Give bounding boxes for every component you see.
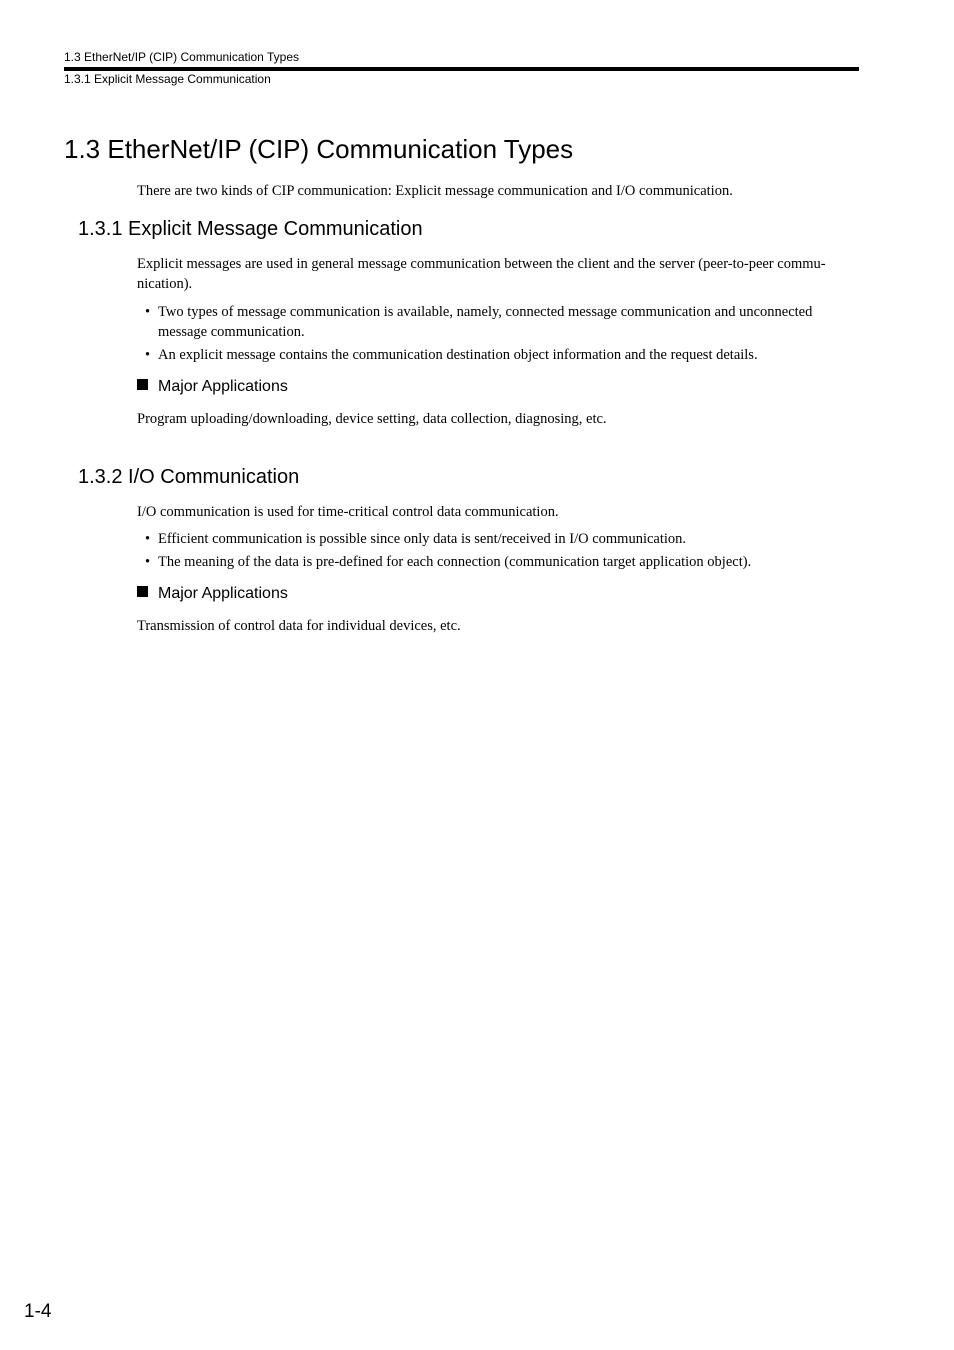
header-rule bbox=[64, 67, 859, 71]
explicit-bullet-list bbox=[137, 302, 859, 368]
bullet-icon: • bbox=[145, 554, 151, 570]
running-head bbox=[64, 50, 859, 87]
explicit-apps-heading bbox=[137, 377, 288, 397]
subsection-title-explicit: 1.3.1 Explicit Message Communication bbox=[78, 218, 423, 240]
page-number: 1-4 bbox=[24, 1301, 52, 1322]
list-item bbox=[137, 529, 859, 549]
list-item bbox=[137, 302, 859, 342]
io-apps-heading-text: Major Applications bbox=[158, 585, 288, 602]
square-bullet-icon bbox=[137, 586, 148, 597]
io-apps-text: Transmission of control data for individual devices, etc. bbox=[137, 618, 461, 634]
explicit-apps-heading-text: Major Applications bbox=[158, 378, 288, 395]
list-item-text: Two types of message communication is available, namely, connected message communication and unconnected message communication. bbox=[158, 304, 813, 340]
square-bullet-icon bbox=[137, 379, 148, 390]
io-body: I/O communication is used for time-critical control data communication. bbox=[137, 504, 559, 520]
bullet-icon: • bbox=[145, 347, 151, 363]
subsection-title-io: 1.3.2 I/O Communication bbox=[78, 466, 300, 488]
list-item-text: The meaning of the data is pre-defined for each connection (communication target application object). bbox=[158, 554, 752, 570]
list-item bbox=[137, 552, 859, 572]
bullet-icon: • bbox=[145, 304, 151, 320]
list-item bbox=[137, 345, 859, 365]
section-title: 1.3 EtherNet/IP (CIP) Communication Types bbox=[64, 134, 574, 164]
io-bullet-list bbox=[137, 529, 859, 575]
running-head-subsection: 1.3.1 Explicit Message Communication bbox=[64, 72, 271, 86]
list-item-text: An explicit message contains the communication destination object information and the request details. bbox=[158, 347, 758, 363]
bullet-icon: • bbox=[145, 531, 151, 547]
list-item-text: Efficient communication is possible since only data is sent/received in I/O communication. bbox=[158, 531, 687, 547]
explicit-apps-text: Program uploading/downloading, device setting, data collection, diagnosing, etc. bbox=[137, 411, 607, 427]
section-intro: There are two kinds of CIP communication: Explicit message communication and I/O communication. bbox=[137, 183, 733, 199]
running-head-section: 1.3 EtherNet/IP (CIP) Communication Types bbox=[64, 50, 299, 64]
io-apps-heading bbox=[137, 584, 288, 604]
explicit-body: Explicit messages are used in general message communication between the client and the server (peer-to-peer commu-nication). bbox=[137, 256, 826, 292]
